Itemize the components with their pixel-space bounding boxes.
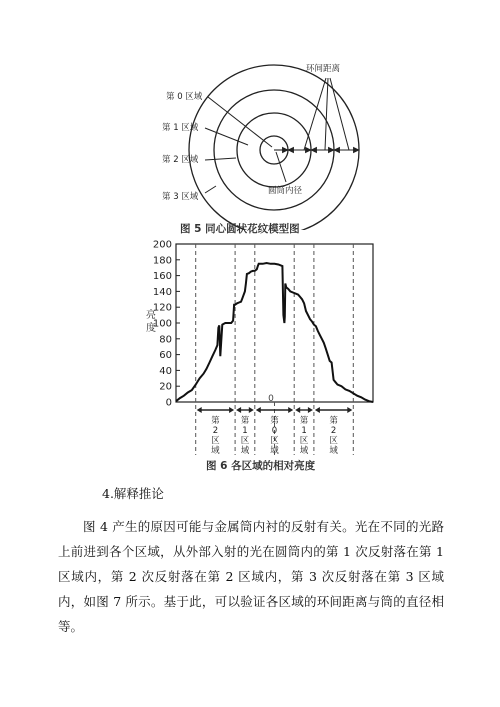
arrow-head — [236, 407, 241, 413]
arrow-head — [315, 407, 320, 413]
center-tick-label: 0 — [268, 394, 274, 404]
zone-label-char: 区 — [211, 436, 220, 446]
label-inner-diameter: 圆筒内径 — [268, 186, 303, 196]
zone-label-char: 第 — [329, 416, 338, 426]
zone-label-char: 区 — [299, 436, 309, 446]
label-ring-distance: 环间距离 — [306, 64, 341, 74]
zone-label-char: 域 — [299, 446, 309, 456]
label-zone2: 第 2 区域 — [162, 155, 199, 165]
zone-label-char: 域 — [329, 446, 338, 456]
y-axis-label-bottom: 度 — [146, 323, 156, 334]
zone-label — [270, 415, 279, 456]
y-tick-label: 60 — [159, 350, 172, 362]
arrow-head — [288, 407, 293, 413]
zone-label-char: 域 — [211, 446, 220, 456]
arrow-head — [347, 407, 352, 413]
zone-label-char: 1 — [242, 426, 248, 436]
y-tick-label: 180 — [152, 255, 172, 267]
label-zone1: 第 1 区域 — [162, 123, 199, 133]
y-tick-label: 100 — [152, 318, 172, 330]
y-tick-label: 160 — [152, 271, 172, 283]
arrow-head — [295, 407, 300, 413]
zone-label-char: 1 — [301, 426, 307, 436]
label-zone3: 第 3 区域 — [162, 192, 199, 202]
label-zone0: 第 0 区域 — [166, 92, 203, 102]
zone-label-char: 域 — [270, 446, 279, 456]
y-tick-label: 200 — [152, 239, 172, 251]
arrow-head — [308, 407, 313, 413]
section-heading: 4.解释推论 — [102, 486, 164, 501]
zone-label — [329, 415, 338, 456]
y-tick-label: 80 — [159, 334, 172, 346]
figure-5-caption: 图 5 同心圆状花纹模型图 — [180, 223, 300, 235]
zone-label-char: 2 — [212, 426, 219, 436]
zone-label-char: 2 — [330, 426, 337, 436]
zone-label-char: 第 — [240, 416, 250, 426]
zone-label-char: 第 — [299, 416, 309, 426]
zone-label-char: 域 — [240, 446, 250, 456]
section-paragraph: 图 4 产生的原因可能与金属筒内衬的反射有关。光在不同的光路上前进到各个区域，从外部入射的光在圆筒内的第 1 次反射落在第 1 区域内，第 2 次反射落在第 2 区域内，第 3 次反射落在第 3 区域内，如图 7 所示。基于此，可以验证各区域的环间距离与筒的直径相等。 — [58, 519, 444, 634]
y-tick-label: 20 — [159, 381, 172, 393]
plot-frame — [176, 244, 373, 402]
y-tick-label: 120 — [152, 302, 172, 314]
zone-label — [241, 415, 250, 456]
zone-label — [300, 415, 309, 456]
arrow-head — [249, 407, 254, 413]
zone-label — [211, 415, 220, 456]
figure-6-caption: 图 6 各区域的相对亮度 — [206, 460, 316, 472]
zone-label-char: 区 — [329, 436, 338, 446]
y-tick-label: 140 — [152, 286, 172, 298]
arrow-head — [256, 407, 261, 413]
zone-label-char: 第 — [211, 416, 220, 426]
zone-label-char: 区 — [240, 436, 250, 446]
brightness-curve — [176, 263, 373, 402]
y-tick-label: 0 — [165, 397, 172, 409]
y-tick-label: 40 — [159, 365, 172, 377]
zone-label-char: 0 — [271, 426, 278, 436]
zone-label-char: 第 — [270, 416, 279, 426]
arrow-head — [229, 407, 234, 413]
arrow-head — [197, 407, 202, 413]
y-axis-label-top: 亮 — [146, 310, 156, 321]
zone-label-char: 区 — [270, 436, 279, 446]
